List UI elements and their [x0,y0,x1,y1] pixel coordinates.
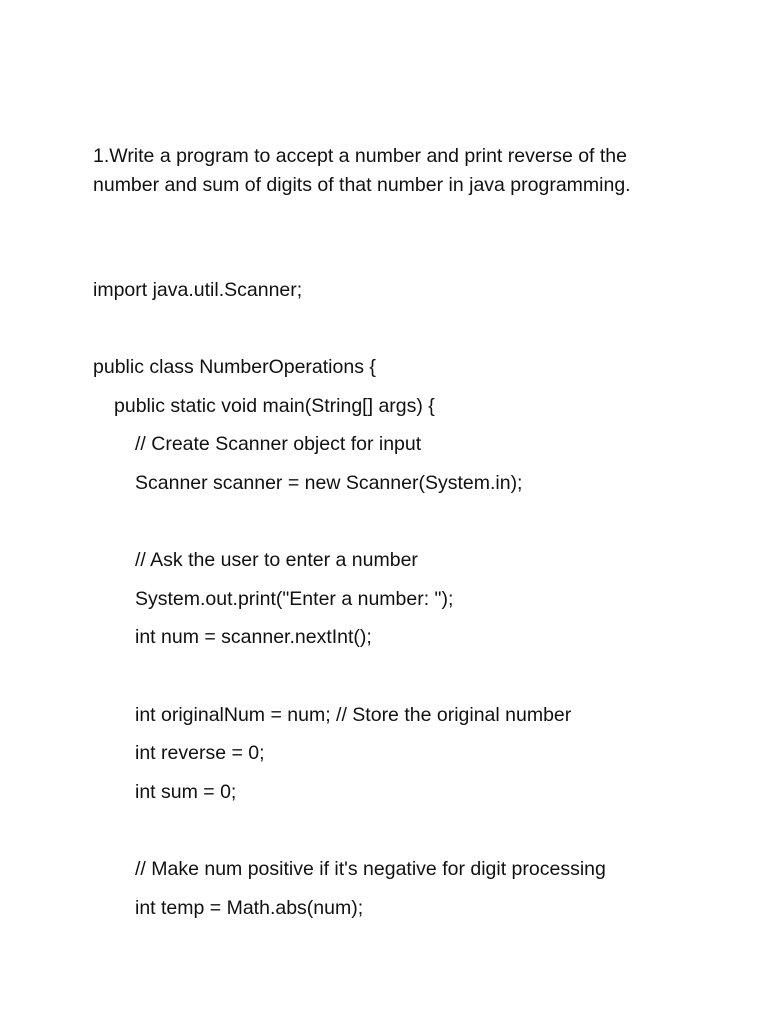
code-line-original-num: int originalNum = num; // Store the original number [135,704,572,726]
code-line-scanner-init: Scanner scanner = new Scanner(System.in); [135,472,523,494]
code-line-sum: int sum = 0; [135,781,237,803]
code-line-reverse: int reverse = 0; [135,742,265,764]
code-line-comment-ask: // Ask the user to enter a number [135,549,418,571]
code-line-class-declaration: public class NumberOperations { [93,356,376,378]
code-line-comment-scanner: // Create Scanner object for input [135,433,422,455]
question-heading: 1.Write a program to accept a number and print reverse of the number and sum of digits of that number in java programming. [93,145,631,196]
code-line-temp: int temp = Math.abs(num); [135,897,364,919]
code-line-import: import java.util.Scanner; [93,279,303,301]
code-line-print-prompt: System.out.print("Enter a number: "); [135,588,454,610]
code-line-main-method: public static void main(String[] args) { [114,395,435,417]
code-line-read-num: int num = scanner.nextInt(); [135,626,372,648]
code-line-comment-positive: // Make num positive if it's negative for digit processing [135,858,606,880]
